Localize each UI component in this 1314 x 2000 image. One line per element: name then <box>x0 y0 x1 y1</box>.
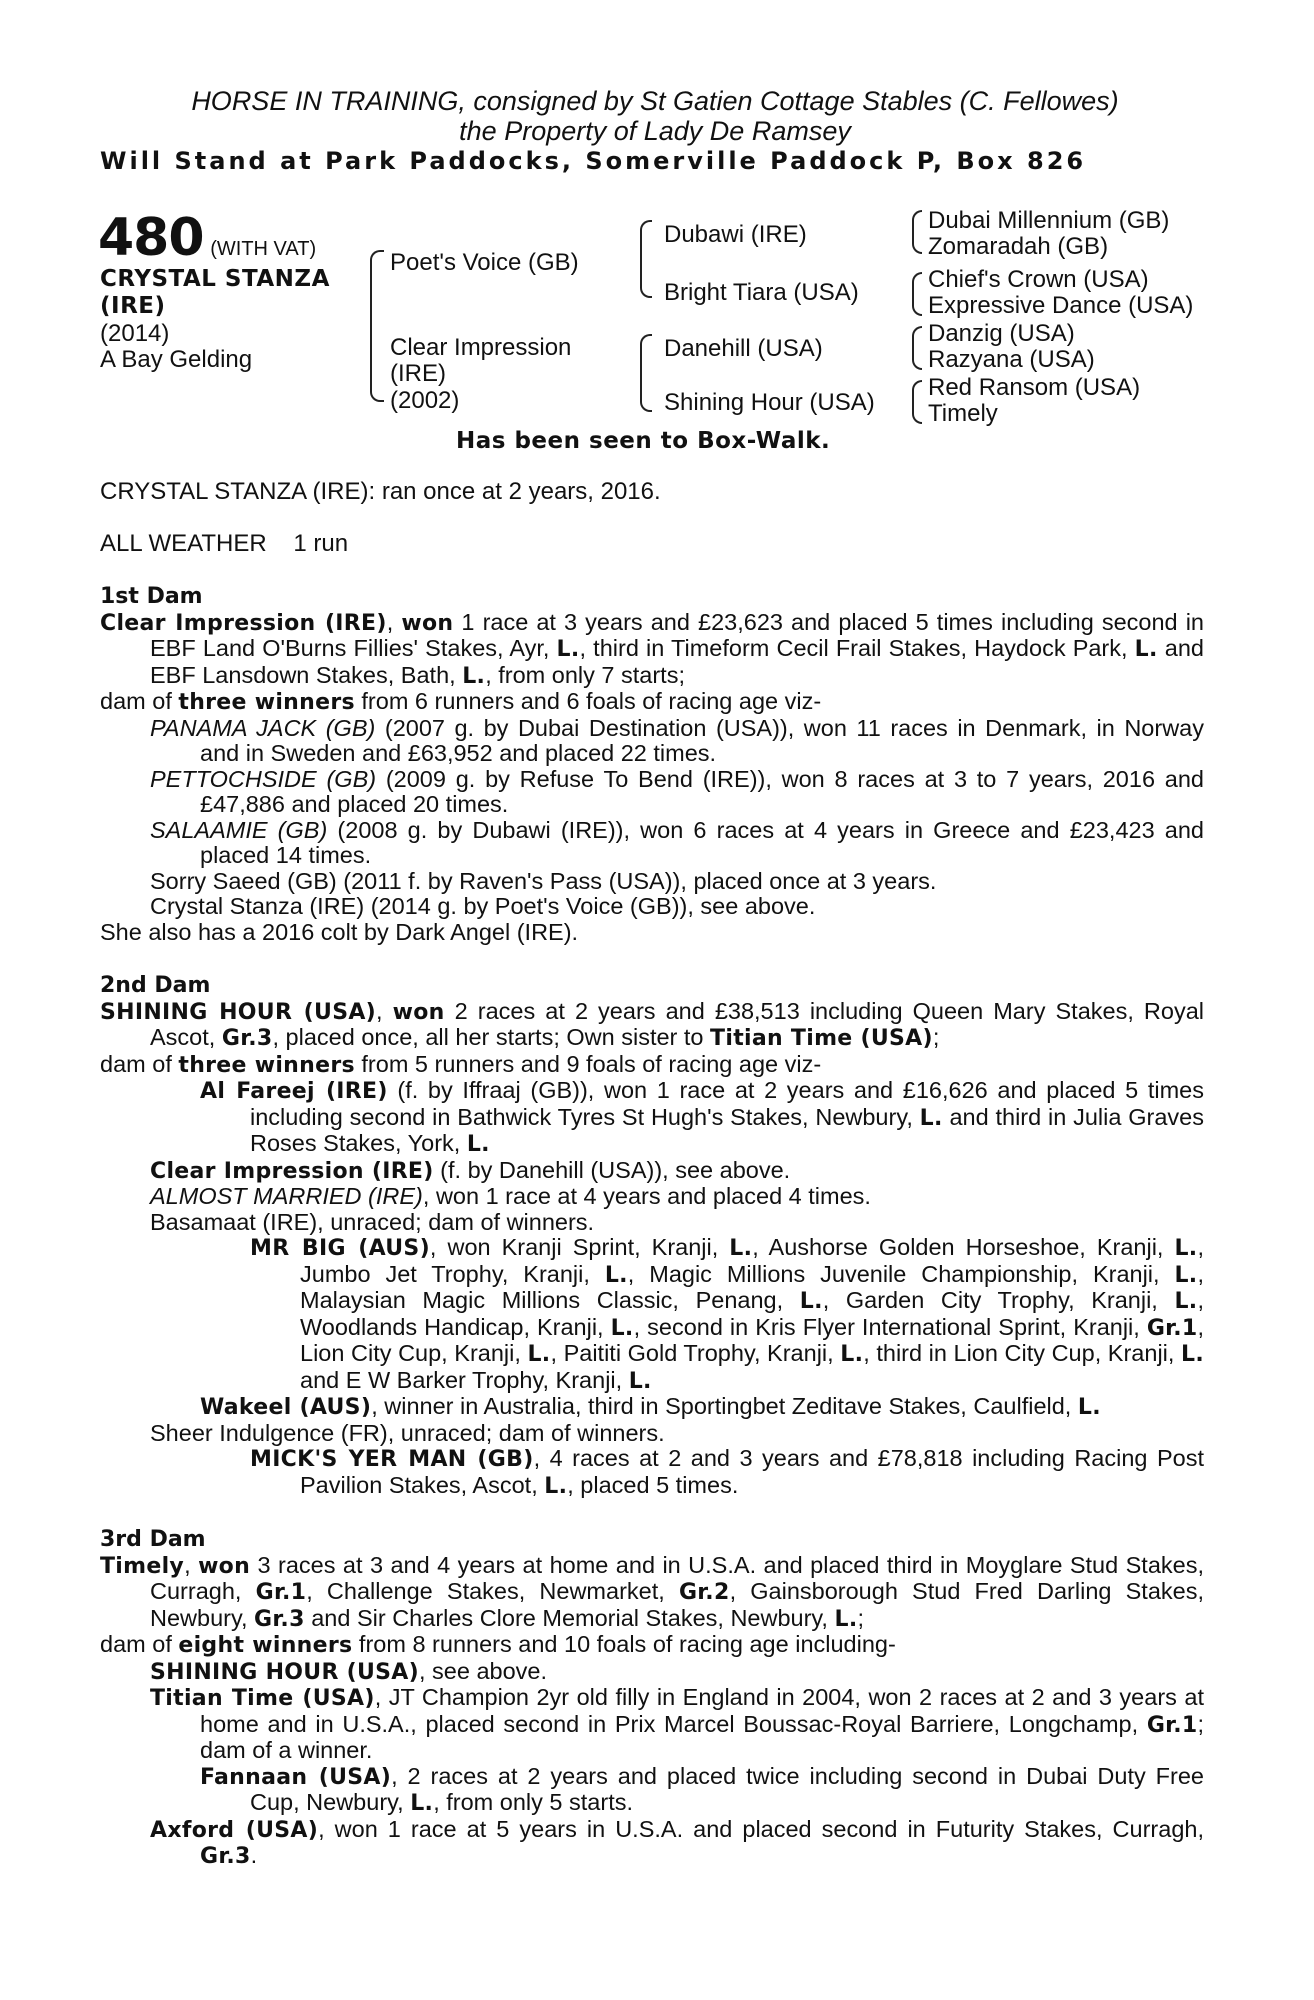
dam-country: (IRE) <box>390 360 446 387</box>
produce-basamaat: Basamaat (IRE), unraced; dam of winners. <box>150 1208 595 1235</box>
gen3-ddd: Timely <box>928 400 998 427</box>
gen3-sds: Chief's Crown (USA) <box>928 266 1149 293</box>
stand-line: Will Stand at Park Paddocks, Somerville Paddock P, Box 826 <box>100 147 1087 175</box>
produce-pettochside: PETTOCHSIDE (GB) (2009 g. by Refuse To Bend (IRE)), won 8 races at 3 to 7 years, 2016 and £47,886 and placed 20 times. <box>150 765 1204 817</box>
first-dam-produce: dam of three winners from 6 runners and 6 foals of racing age viz- <box>100 688 822 715</box>
second-dam-produce: dam of three winners from 5 runners and 9 foals of racing age viz- <box>100 1050 822 1078</box>
produce-sheer-indulgence: Sheer Indulgence (FR), unraced; dam of winners. <box>150 1419 665 1446</box>
lot-number: 480 <box>98 208 204 268</box>
first-dam-heading: 1st Dam <box>100 584 203 609</box>
dam-sire: Danehill (USA) <box>664 335 823 362</box>
dam-name: Clear Impression <box>390 334 572 361</box>
sire-sire: Dubawi (IRE) <box>664 221 807 248</box>
produce-micks-yer-man: MICK'S YER MAN (GB), 4 races at 2 and 3 years and £78,818 including Racing Post Pavilion Stakes, Ascot, L., placed 5 times. <box>250 1445 1204 1499</box>
third-dam-record: Timely, won 3 races at 3 and 4 years at home and in U.S.A. and placed third in Moyglare Stud Stakes, Curragh, Gr.1, Challenge Stakes, Newmarket, Gr.2, Gainsborough Stud Fred Darling Stakes, Newbury, Gr.3 and Sir Charles Clore Memorial Stakes, Newbury, L.; <box>100 1551 1205 1632</box>
pedigree-bracket-sire <box>640 220 652 298</box>
all-weather-label: ALL WEATHER <box>100 530 267 557</box>
produce-mr-big: MR BIG (AUS), won Kranji Sprint, Kranji, L., Aushorse Golden Horseshoe, Kranji, L., Jumbo Jet Trophy, Kranji, L., Magic Millions Juvenile Championship, Kranji, L., Malaysian Magic Millions Classic, Penang, L., Garden City Trophy, Kranji, L., Woodlands Handicap, Kranji, L., second in Kris Flyer International Sprint, Kranji, Gr.1, Lion City Cup, Kranji, L., Paititi Gold Trophy, Kranji, L., third in Lion City Cup, Kranji, L. and E W Barker Trophy, Kranji, L. <box>250 1234 1204 1394</box>
produce-salaamie: SALAAMIE (GB) (2008 g. by Dubawi (IRE)), won 6 races at 4 years in Greece and £23,423 and placed 14 times. <box>150 816 1204 868</box>
horse-year: (2014) <box>100 320 170 347</box>
third-dam-heading: 3rd Dam <box>100 1527 206 1552</box>
all-weather-runs: 1 run <box>293 530 349 557</box>
produce-wakeel: Wakeel (AUS), winner in Australia, third in Sportingbet Zeditave Stakes, Caulfield, L. <box>200 1393 1101 1420</box>
produce-shining-hour: SHINING HOUR (USA), see above. <box>150 1657 548 1685</box>
third-dam-produce: dam of eight winners from 8 runners and 10 foals of racing age including- <box>100 1631 896 1658</box>
gen3-ssd: Zomaradah (GB) <box>928 233 1109 260</box>
gen3-dss: Danzig (USA) <box>928 320 1075 347</box>
pedigree-bracket-dd <box>912 380 922 424</box>
second-dam-record: SHINING HOUR (USA), won 2 races at 2 years and £38,513 including Queen Mary Stakes, Royal Ascot, Gr.3, placed once, all her starts; Own sister to Titian Time (USA); <box>100 997 1204 1051</box>
vat-label: (WITH VAT) <box>210 238 317 260</box>
all-weather-row <box>100 530 348 557</box>
sire-dam: Bright Tiara (USA) <box>664 279 859 306</box>
owner-line: the Property of Lady De Ramsey <box>459 116 851 146</box>
gen3-dds: Red Ransom (USA) <box>928 374 1141 401</box>
dam-year: (2002) <box>390 387 460 414</box>
produce-2016-colt: She also has a 2016 colt by Dark Angel (IRE). <box>100 918 579 945</box>
sire-name: Poet's Voice (GB) <box>390 249 579 276</box>
horse-country: (IRE) <box>100 293 166 319</box>
pedigree-bracket-main <box>370 250 384 402</box>
produce-al-fareej: Al Fareej (IRE) (f. by Iffraaj (GB)), won 1 race at 2 years and £16,626 and placed 5 times including second in Bathwick Tyres St Hugh's Stakes, Newbury, L. and third in Julia Graves Roses Stakes, York, L. <box>200 1077 1204 1157</box>
pedigree-bracket-sd <box>912 272 922 316</box>
dam-dam: Shining Hour (USA) <box>664 389 875 416</box>
produce-clear-impression: Clear Impression (IRE) (f. by Danehill (USA)), see above. <box>150 1156 791 1184</box>
produce-axford: Axford (USA), won 1 race at 5 years in U.S.A. and placed second in Futurity Stakes, Curragh, Gr.3. <box>150 1815 1204 1869</box>
consignor-line: HORSE IN TRAINING, consigned by St Gatien Cottage Stables (C. Fellowes) <box>191 86 1119 116</box>
pedigree-bracket-ss <box>912 210 922 254</box>
race-summary: CRYSTAL STANZA (IRE): ran once at 2 years, 2016. <box>100 478 661 505</box>
produce-almost-married: ALMOST MARRIED (IRE), won 1 race at 4 years and placed 4 times. <box>150 1183 871 1209</box>
gen3-dsd: Razyana (USA) <box>928 346 1095 373</box>
horse-description: A Bay Gelding <box>100 346 253 373</box>
produce-crystal-stanza: Crystal Stanza (IRE) (2014 g. by Poet's Voice (GB)), see above. <box>150 893 816 919</box>
second-dam-heading: 2nd Dam <box>100 973 211 998</box>
produce-fannaan: Fannaan (USA), 2 races at 2 years and placed twice including second in Dubai Duty Free Cup, Newbury, L., from only 5 starts. <box>200 1762 1204 1816</box>
produce-titian-time: Titian Time (USA), JT Champion 2yr old filly in England in 2004, won 2 races at 2 and 3 years at home and in U.S.A., placed second in Prix Marcel Boussac-Royal Barriere, Longchamp, Gr.1; dam of a winner. <box>150 1684 1204 1763</box>
horse-name: CRYSTAL STANZA <box>100 266 330 292</box>
pedigree-bracket-ds <box>912 326 922 370</box>
first-dam-record: Clear Impression (IRE), won 1 race at 3 years and £23,623 and placed 5 times including second in EBF Land O'Burns Fillies' Stakes, Ayr, L., third in Timeform Cecil Frail Stakes, Haydock Park, L. and EBF Lansdown Stakes, Bath, L., from only 7 starts; <box>100 608 1204 689</box>
produce-sorry-saeed: Sorry Saeed (GB) (2011 f. by Raven's Pass (USA)), placed once at 3 years. <box>150 867 937 894</box>
gen3-sdd: Expressive Dance (USA) <box>928 292 1194 319</box>
produce-record <box>100 556 1204 1870</box>
gen3-sss: Dubai Millennium (GB) <box>928 207 1170 234</box>
pedigree-bracket-dam <box>640 334 652 412</box>
produce-panama-jack: PANAMA JACK (GB) (2007 g. by Dubai Destination (USA)), won 11 races in Denmark, in Norway and in Sweden and £63,952 and placed 22 times. <box>150 714 1204 766</box>
box-walk-note: Has been seen to Box-Walk. <box>456 428 831 454</box>
